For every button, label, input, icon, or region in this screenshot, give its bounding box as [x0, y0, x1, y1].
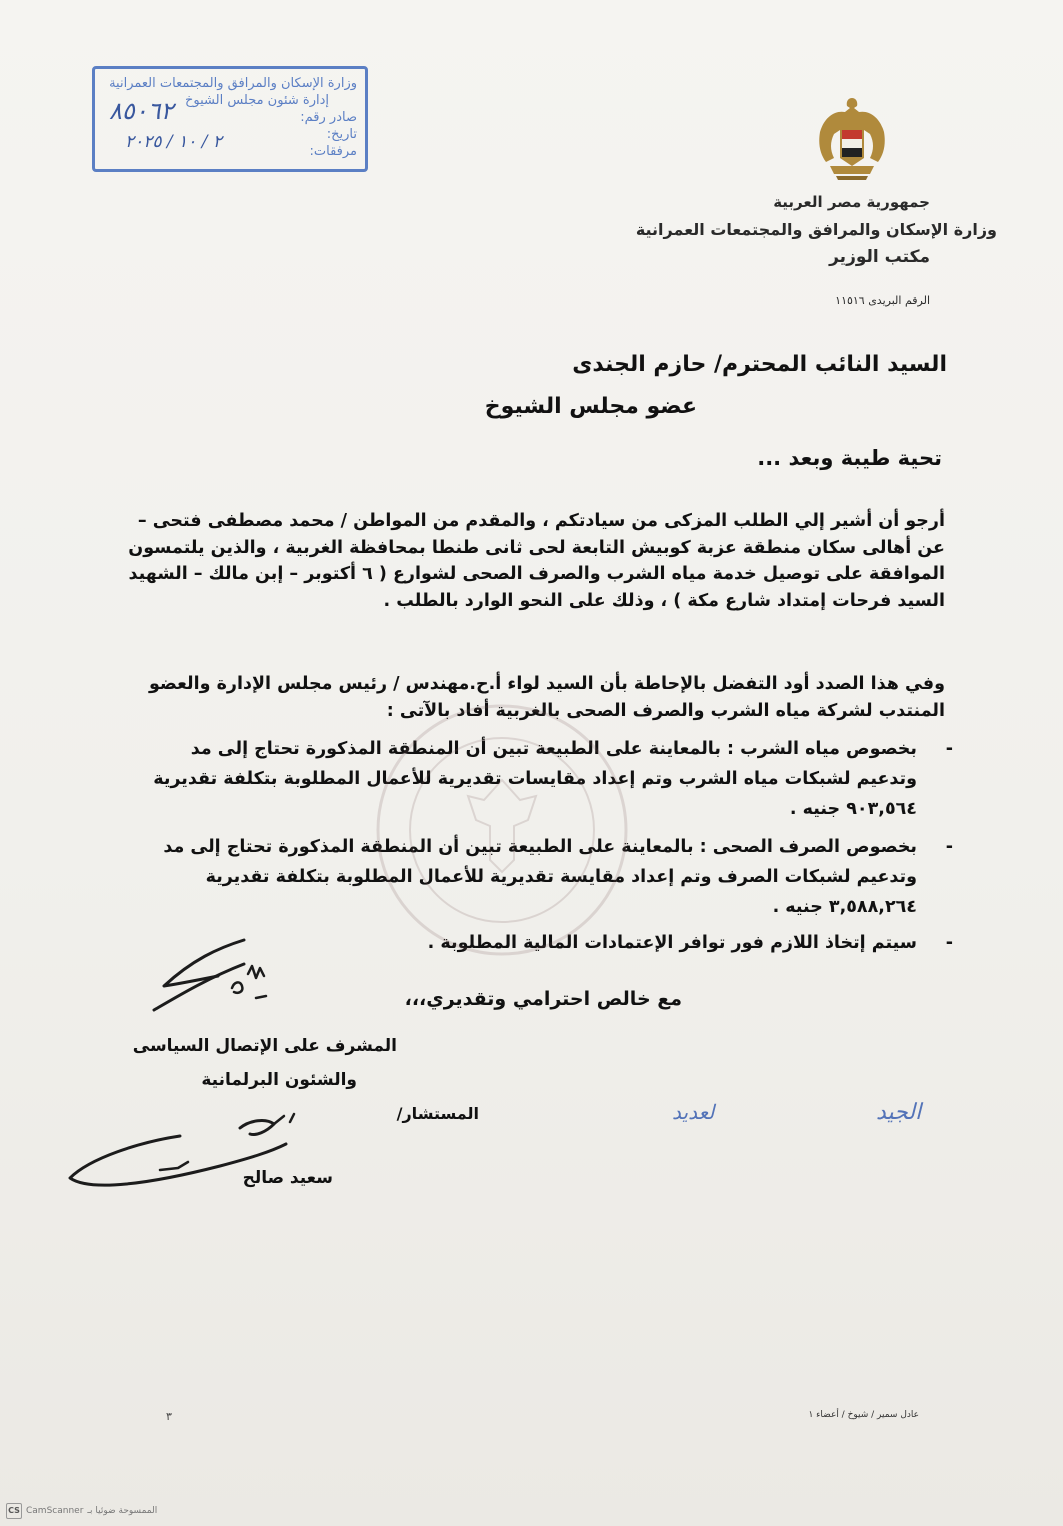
signatory-name: سعيد صالح	[242, 1168, 333, 1188]
signature-scribble-icon	[148, 926, 278, 1016]
stamp-ministry: وزارة الإسكان والمرافق والمجتمعات العمرانية	[109, 76, 357, 91]
handwritten-note: الجيد	[876, 1100, 922, 1125]
bullet-amount: ٩٠٣,٥٦٤ جنيه .	[789, 799, 917, 819]
camscanner-prefix: الممسوحة ضوئيا بـ	[87, 1506, 158, 1516]
signatory-title: المشرف على الإتصال السياسى	[132, 1036, 397, 1056]
camscanner-logo-icon: CS	[6, 1503, 22, 1519]
signatory-rank: المستشار/	[396, 1104, 479, 1123]
paragraph-request	[125, 508, 945, 614]
ministry-seal-watermark-icon	[372, 700, 632, 960]
recipient-title: عضو مجلس الشيوخ	[484, 394, 697, 419]
bullet-line: وتدعيم لشبكات الصرف وتم إعداد مقايسة تقديرية للأعمال المطلوبة بتكلفة تقديرية	[205, 867, 917, 887]
bullet-line: سيتم إتخاذ اللازم فور توافر الإعتمادات المالية المطلوبة .	[427, 933, 917, 953]
paragraph-line: أرجو أن أشير إلي الطلب المزكى من سيادتكم ، والمقدم من المواطن / محمد مصطفى فتحى –	[137, 511, 945, 531]
bullet-dash: -	[945, 739, 953, 759]
paragraph-line: الموافقة على توصيل خدمة مياه الشرب والصرف الصحى لشوارع ( ٦ أكتوبر – إبن مالك – الشهيد	[128, 564, 945, 584]
bullet-amount: ٣,٥٨٨,٢٦٤ جنيه .	[772, 897, 917, 917]
handwritten-note: لعديد	[672, 1100, 715, 1124]
stamp-department: إدارة شئون مجلس الشيوخ	[184, 93, 329, 108]
stamp-date-value: ٢ / ١٠ / ٢٠٢٥	[125, 132, 223, 152]
bullet-line: بخصوص الصرف الصحى : بالمعاينة على الطبيعة تبين أن المنطقة المذكورة تحتاج إلى مد	[163, 837, 917, 857]
paragraph-line: عن أهالى سكان منطقة عزبة كوبيش التابعة لحى ثانى طنطا بمحافظة الغربية ، والذين يلتمسون	[128, 537, 945, 558]
signatory-title-2: والشئون البرلمانية	[201, 1070, 357, 1090]
stamp-out-number: ٨٥٠٦٢	[109, 97, 174, 125]
bullet-line: بخصوص مياه الشرب : بالمعاينة على الطبيعة تبين أن المنطقة المذكورة تحتاج إلى مد	[190, 739, 917, 759]
incoming-stamp	[92, 66, 368, 172]
recipient-name: السيد النائب المحترم/ حازم الجندى	[572, 352, 947, 377]
bullet-line: وتدعيم لشبكات مياه الشرب وتم إعداد مقايسات تقديرية للأعمال المطلوبة بتكلفة تقديرية	[153, 769, 917, 789]
paragraph-line: المنتدب لشركة مياه الشرب والصرف الصحى بالغربية أفاد بالآتى :	[386, 700, 945, 721]
stamp-out-label: صادر رقم:	[300, 110, 357, 125]
header-postal-code: الرقم البريدى ١١٥١٦	[835, 294, 930, 307]
camscanner-watermark	[6, 1503, 157, 1519]
header-office: مكتب الوزير	[829, 247, 930, 267]
paragraph-line: السيد فرحات إمتداد شارع مكة ) ، وذلك على النحو الوارد بالطلب .	[383, 590, 945, 611]
closing: مع خالص احترامي وتقديري،،،	[404, 988, 682, 1010]
bullet-dash: -	[945, 933, 953, 953]
header-ministry: وزارة الإسكان والمرافق والمجتمعات العمرانية	[635, 220, 997, 239]
footer-reference: عادل سمير / شيوخ / أعضاء ١	[808, 1410, 919, 1420]
header-country: جمهورية مصر العربية	[773, 193, 930, 211]
paragraph-line: وفي هذا الصدد أود التفضل بالإحاطة بأن السيد لواء أ.ح.مهندس / رئيس مجلس الإدارة والعضو	[148, 674, 945, 694]
stamp-attachments-label: مرفقات:	[309, 144, 357, 159]
camscanner-label: CamScanner	[26, 1506, 84, 1516]
bullet-dash: -	[945, 837, 953, 857]
page-number: ٣	[166, 1410, 172, 1423]
greeting: تحية طيبة وبعد ...	[757, 446, 942, 470]
eagle-emblem-icon	[812, 92, 892, 184]
stamp-date-label: تاريخ:	[326, 127, 357, 142]
